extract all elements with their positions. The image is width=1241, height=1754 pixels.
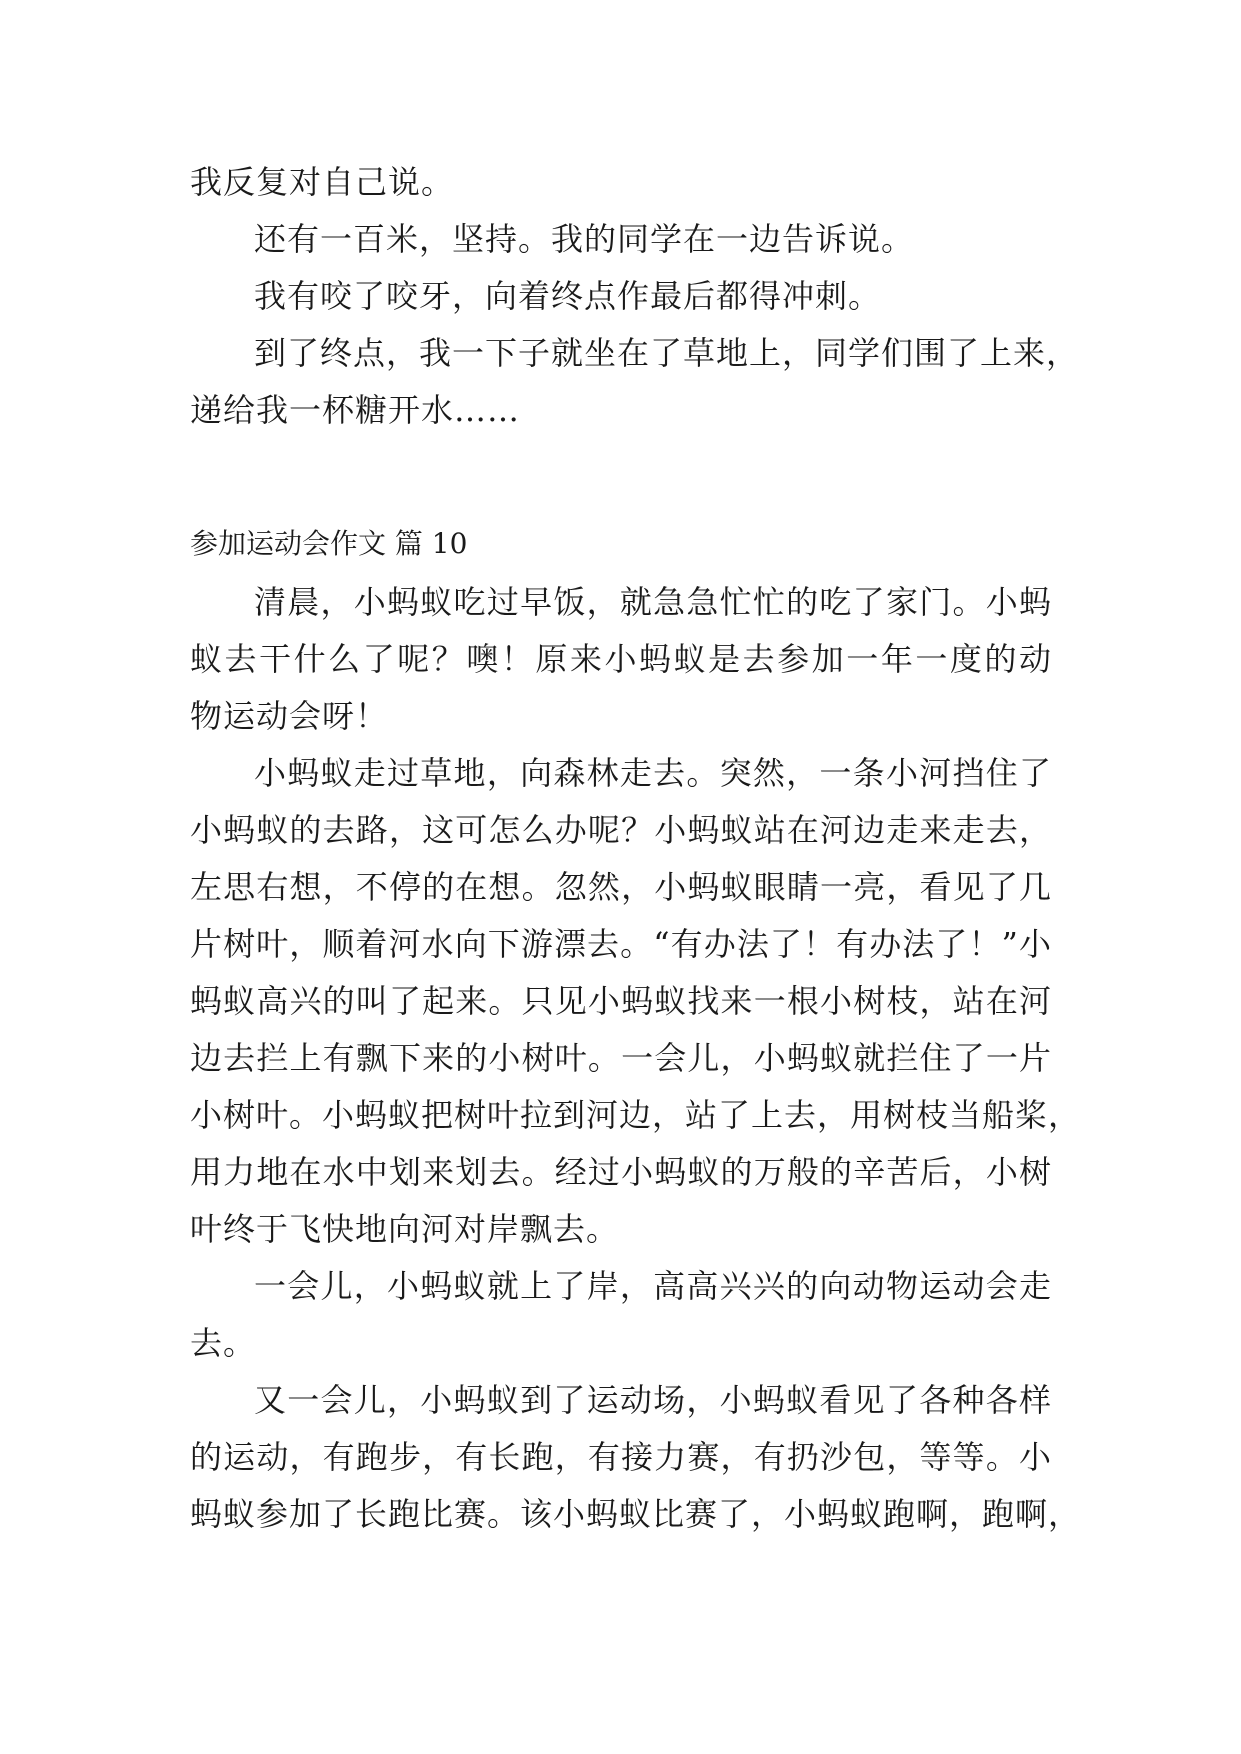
text-line: 小蚂蚁走过草地，向森林走去。突然，一条小河挡住了 — [254, 754, 1052, 792]
text-line: 还有一百米，坚持。我的同学在一边告诉说。 — [254, 220, 915, 258]
text-line: 又一会儿，小蚂蚁到了运动场，小蚂蚁看见了各种各样 — [254, 1381, 1052, 1419]
text-line: 用力地在水中划来划去。经过小蚂蚁的万般的辛苦后，小树 — [190, 1153, 1052, 1191]
text-line: 小树叶。小蚂蚁把树叶拉到河边，站了上去，用树枝当船桨， — [190, 1096, 1082, 1134]
text-line: 清晨，小蚂蚁吃过早饭，就急急忙忙的吃了家门。小蚂 — [254, 583, 1052, 621]
text-line: 片树叶，顺着河水向下游漂去。“有办法了！有办法了！”小 — [190, 925, 1052, 963]
text-line: 左思右想，不停的在想。忽然，小蚂蚁眼睛一亮，看见了几 — [190, 868, 1052, 906]
text-line: 叶终于飞快地向河对岸飘去。 — [190, 1210, 620, 1248]
text-line: 蚂蚁高兴的叫了起来。只见小蚂蚁找来一根小树枝，站在河 — [190, 982, 1052, 1020]
text-line: 到了终点，我一下子就坐在了草地上，同学们围了上来， — [254, 334, 1080, 372]
text-line: 边去拦上有飘下来的小树叶。一会儿，小蚂蚁就拦住了一片 — [190, 1039, 1052, 1077]
text-line: 蚁去干什么了呢？噢！原来小蚂蚁是去参加一年一度的动 — [190, 640, 1052, 678]
section-heading: 参加运动会作文 篇 10 — [190, 527, 468, 560]
text-line: 递给我一杯糖开水…… — [190, 391, 521, 429]
text-line: 我有咬了咬牙，向着终点作最后都得冲刺。 — [254, 277, 882, 315]
text-line: 的运动，有跑步，有长跑，有接力赛，有扔沙包，等等。小 — [190, 1438, 1052, 1476]
text-line: 物运动会呀！ — [190, 697, 389, 735]
text-line: 去。 — [190, 1324, 257, 1362]
text-line: 一会儿，小蚂蚁就上了岸，高高兴兴的向动物运动会走 — [254, 1267, 1052, 1305]
text-line: 我反复对自己说。 — [190, 163, 455, 201]
text-line: 小蚂蚁的去路，这可怎么办呢？小蚂蚁站在河边走来走去， — [190, 811, 1052, 849]
text-line: 蚂蚁参加了长跑比赛。该小蚂蚁比赛了，小蚂蚁跑啊，跑啊， — [190, 1495, 1082, 1533]
